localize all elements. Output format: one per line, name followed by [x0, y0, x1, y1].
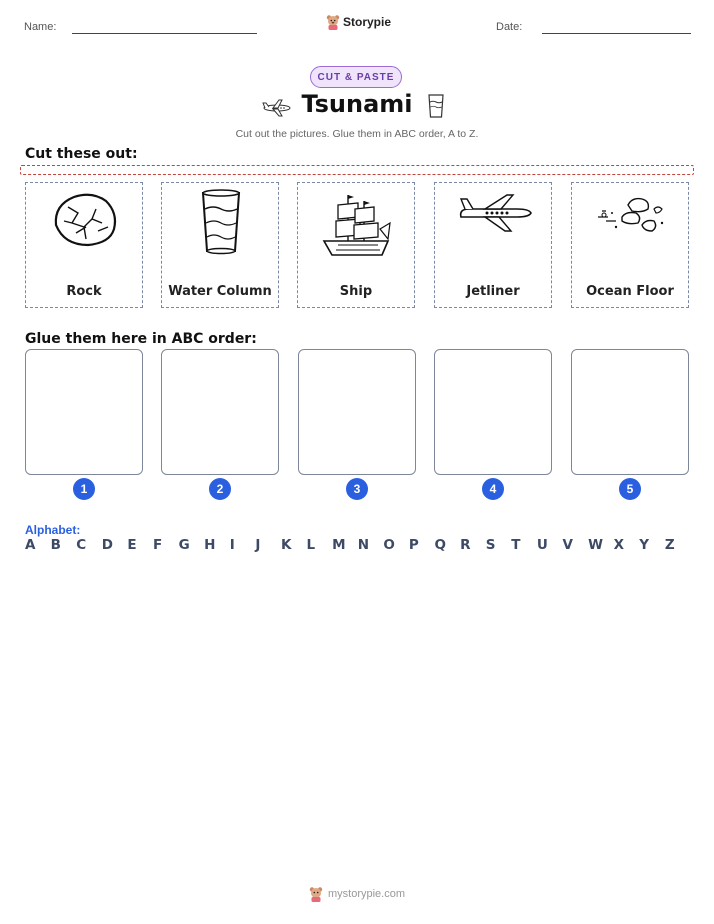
glue-slot[interactable] — [571, 349, 689, 475]
water-glass-icon — [427, 93, 445, 119]
alphabet-letter: T — [511, 537, 521, 553]
card-label: Water Column — [168, 284, 272, 299]
footer-url[interactable]: mystorypie.com — [327, 888, 406, 900]
alphabet-letter: R — [460, 537, 471, 553]
date-field-line[interactable] — [542, 33, 691, 34]
cut-card-rock[interactable] — [25, 182, 143, 308]
alphabet-letter: E — [127, 537, 137, 553]
alphabet-letter: G — [178, 537, 190, 553]
alphabet-letter: X — [613, 537, 625, 553]
alphabet-letter: P — [408, 537, 419, 553]
alphabet-letter: O — [383, 537, 395, 553]
glue-slot[interactable] — [434, 349, 552, 475]
alphabet-letter: A — [25, 537, 36, 553]
alphabet-row — [25, 537, 690, 553]
cut-card-ship[interactable] — [297, 182, 415, 308]
name-field-line[interactable] — [72, 33, 257, 34]
alphabet-letter: B — [50, 537, 61, 553]
slot-number-badge: 4 — [482, 478, 504, 500]
alphabet-label: Alphabet: — [25, 523, 81, 537]
alphabet-letter: Y — [639, 537, 650, 553]
brand-name: Storypie — [343, 15, 392, 29]
brand-logo — [326, 14, 391, 30]
cut-line — [20, 165, 694, 175]
alphabet-letter: L — [306, 537, 316, 553]
card-label: Rock — [66, 284, 102, 299]
alphabet-letter: F — [152, 537, 163, 553]
alphabet-letter: M — [332, 537, 346, 553]
slot-number-badge: 5 — [619, 478, 641, 500]
ocean-floor-icon — [572, 183, 690, 273]
alphabet-letter: N — [357, 537, 370, 553]
slot-number-badge: 2 — [209, 478, 231, 500]
footer — [0, 886, 714, 902]
page-title: Tsunami — [301, 90, 413, 118]
alphabet-letter: Z — [664, 537, 675, 553]
alphabet-letter: D — [101, 537, 113, 553]
alphabet-letter: K — [280, 537, 292, 553]
alphabet-letter: I — [229, 537, 235, 553]
alphabet-letter: C — [76, 537, 87, 553]
cut-card-ocean-floor[interactable] — [571, 182, 689, 308]
cut-card-water-column[interactable] — [161, 182, 279, 308]
bear-icon — [326, 14, 340, 30]
alphabet-letter: W — [588, 537, 603, 553]
name-label: Name: — [24, 21, 57, 33]
water-glass-icon — [162, 183, 280, 273]
alphabet-letter: U — [536, 537, 548, 553]
card-label: Ship — [339, 284, 373, 299]
date-label: Date: — [496, 21, 523, 33]
glue-slot[interactable] — [298, 349, 416, 475]
glue-slot[interactable] — [161, 349, 279, 475]
activity-badge: CUT & PASTE — [310, 66, 402, 88]
alphabet-letter: J — [255, 537, 261, 553]
instructions: Cut out the pictures. Glue them in ABC order, A to Z. — [235, 128, 479, 140]
alphabet-letter: H — [204, 537, 216, 553]
rock-icon — [26, 183, 144, 273]
card-label: Jetliner — [466, 284, 520, 299]
cut-card-jetliner[interactable] — [434, 182, 552, 308]
alphabet-letter: V — [562, 537, 573, 553]
airplane-icon — [435, 183, 553, 273]
alphabet-letter: S — [485, 537, 496, 553]
ship-icon — [298, 183, 416, 273]
slot-number-badge: 3 — [346, 478, 368, 500]
cut-section-heading: Cut these out: — [25, 146, 138, 162]
glue-section-heading: Glue them here in ABC order: — [25, 331, 257, 347]
glue-slot[interactable] — [25, 349, 143, 475]
bear-icon — [309, 886, 323, 902]
card-label: Ocean Floor — [586, 284, 674, 299]
alphabet-letter: Q — [434, 537, 446, 553]
slot-number-badge: 1 — [73, 478, 95, 500]
